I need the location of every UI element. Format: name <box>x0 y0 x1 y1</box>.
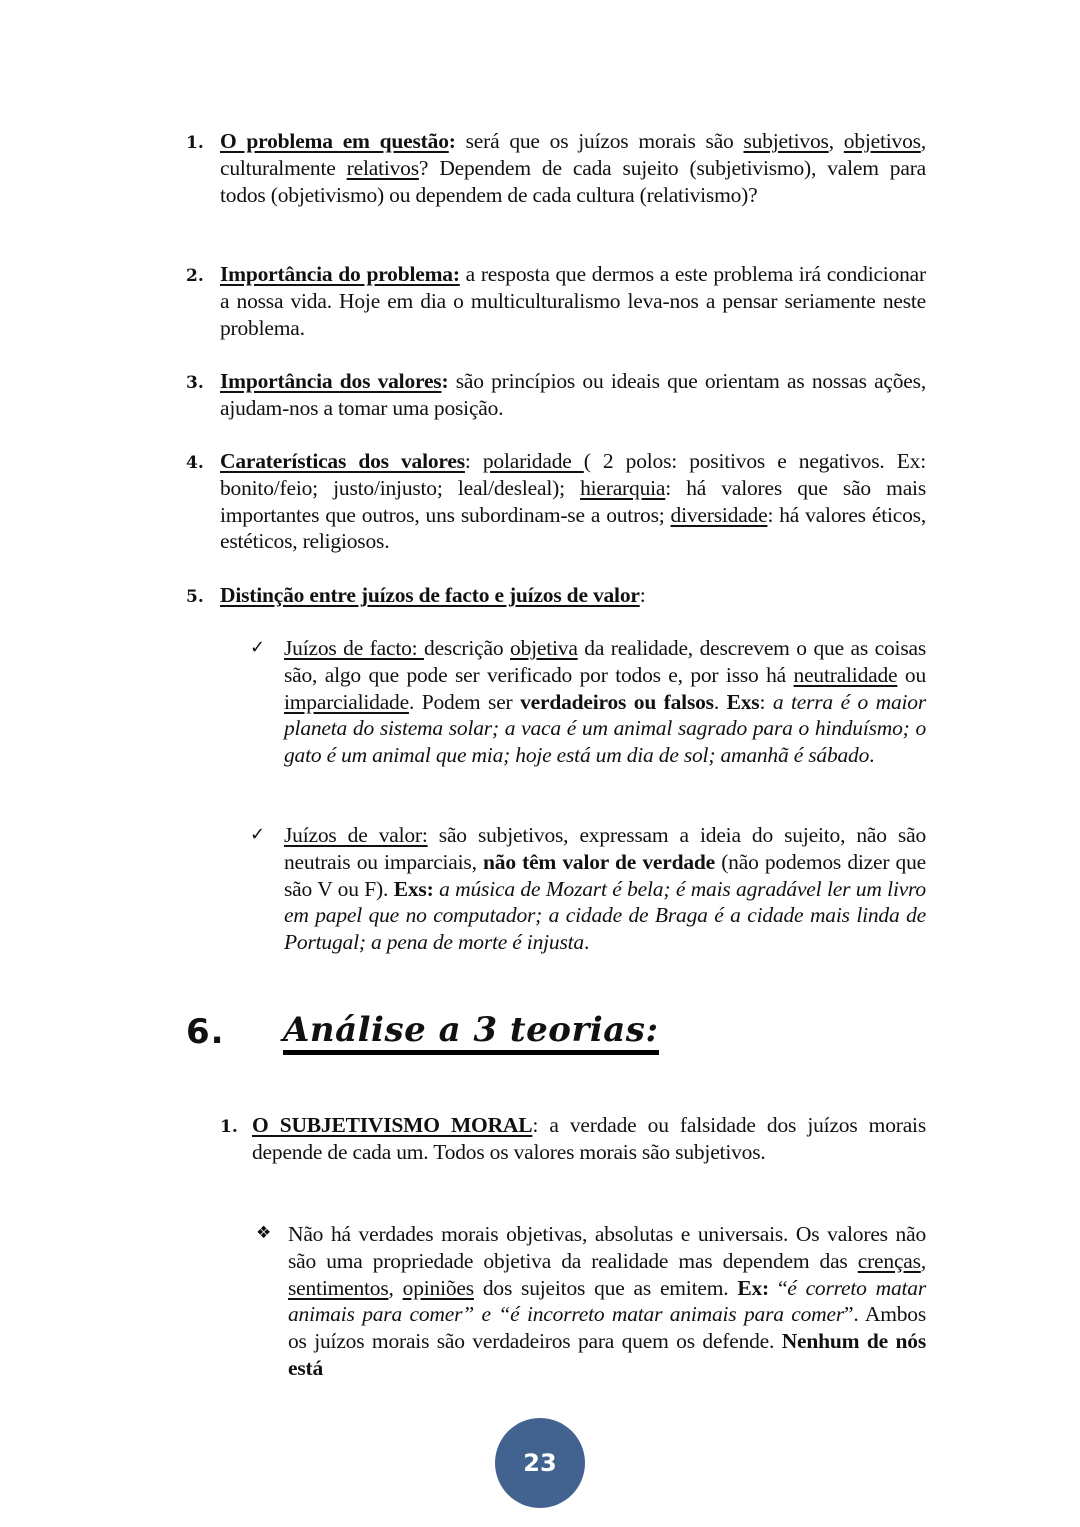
text-run: , <box>388 1275 403 1300</box>
text-run: dos sujeitos que as emitem. <box>473 1275 738 1300</box>
list-number: 1. <box>186 133 204 153</box>
text-run: imparcialidade <box>284 689 409 714</box>
text-run: ? Dependem de cada sujeito (subjetivismo), valem para todos (objetivismo) ou dependem de cada cultura (relativismo)? <box>220 155 926 207</box>
text-run: Ex: <box>737 1275 769 1300</box>
text-run: : há valores que são mais importantes que outros, uns subordinam-se a outros; <box>220 475 926 527</box>
text-run: ”. Ambos os juízos morais são verdadeiros para quem os defende. <box>288 1302 926 1354</box>
section-number: 6. <box>186 1012 225 1052</box>
diamond-bullet-icon: ❖ <box>256 1223 272 1243</box>
page-number: 23 <box>523 1449 557 1477</box>
text-run: polaridade <box>482 449 584 473</box>
paragraph-values-characteristics <box>220 448 926 555</box>
paragraph-problem <box>220 128 926 208</box>
paragraph-subjectivism-details <box>288 1221 926 1382</box>
text-run: , culturalmente <box>220 129 926 180</box>
text-run: , <box>920 1248 926 1273</box>
list-number: 1. <box>220 1117 238 1137</box>
text-run: Juízos de valor: <box>284 823 428 847</box>
text-run: diversidade <box>670 502 768 527</box>
text-run: Caraterísticas dos valores <box>220 449 465 473</box>
text-run: : <box>759 689 773 714</box>
text-run: são princípios ou ideais que orientam as nossas ações, ajudam-nos a tomar uma posição. <box>220 369 926 420</box>
text-run: relativos <box>346 155 419 180</box>
paragraph-moral-subjectivism <box>252 1112 926 1166</box>
text-run: a terra é o maior planeta do sistema solar; a vaca é um animal sagrado para o hinduísmo; o gato é um animal que mia; hoje está um dia de sol; amanhã é sábado <box>284 689 927 768</box>
page-number-badge <box>495 1418 585 1508</box>
text-run: Distinção entre juízos de facto e juízos de valor <box>220 583 640 607</box>
text-run: descrição <box>424 636 511 660</box>
text-run: : <box>441 369 449 393</box>
text-run: crenças <box>857 1248 921 1273</box>
text-run: objetiva <box>510 636 578 660</box>
paragraph-value-judgments <box>284 822 926 956</box>
text-run: ” e “ <box>462 1302 511 1327</box>
text-run: Não há verdades morais objetivas, absolutas e universais. Os valores não são uma propriedade objetiva da realidade mas dependem das <box>288 1222 926 1273</box>
checkmark-icon: ✓ <box>250 637 266 658</box>
text-run: subjetivos <box>743 129 829 153</box>
text-run: a resposta que dermos a este problema irá condicionar a nossa vida. Hoje em dia o multiculturalismo leva-nos a pensar seriamente neste problema. <box>220 262 926 340</box>
text-run: (não podemos dizer que são V ou F). <box>284 849 926 901</box>
text-run: . <box>869 743 875 768</box>
text-run: . Podem ser <box>408 689 521 714</box>
text-run: Nenhum de nós está <box>288 1329 927 1380</box>
text-run: Exs: <box>393 876 434 901</box>
text-run: ou <box>897 662 926 687</box>
text-run: : a verdade ou falsidade dos juízos morais depende de cada um. Todos os valores morais são subjetivos. <box>252 1113 926 1164</box>
text-run: : <box>639 583 646 607</box>
text-run: verdadeiros ou falsos <box>520 689 714 714</box>
text-run: O problema em questão <box>220 129 449 153</box>
text-run: da realidade, descrevem o que as coisas são, algo que pode ser verificado por todos e, por isso há <box>284 636 926 687</box>
text-run: “ <box>769 1275 788 1300</box>
text-run: : <box>448 129 466 153</box>
text-run: : há valores éticos, estéticos, religiosos. <box>220 502 926 554</box>
text-run: sentimentos <box>288 1275 389 1300</box>
text-run: Exs <box>726 689 760 714</box>
text-run: neutralidade <box>793 662 898 687</box>
text-run: ( 2 polos: positivos e negativos. Ex: bonito/feio; justo/injusto; leal/desleal); <box>220 449 926 500</box>
paragraph-values-importance <box>220 368 926 422</box>
text-run: , <box>828 129 844 153</box>
text-run: é incorreto matar animais para comer <box>510 1302 845 1327</box>
text-run: . <box>713 689 727 714</box>
paragraph-fact-judgments <box>284 635 926 769</box>
text-run: hierarquia <box>580 475 666 500</box>
text-run: opiniões <box>402 1275 474 1300</box>
text-run: a música de Mozart é bela; é mais agradável ler um livro em papel que no computador; a cidade de Braga é a cidade mais linda de Portugal; a pena de morte é injusta <box>284 876 926 955</box>
text-run: não têm valor de verdade <box>483 849 715 874</box>
text-run: O SUBJETIVISMO MORAL <box>252 1113 533 1137</box>
text-run: Importância do problema: <box>220 262 460 286</box>
text-run: é correto matar animais para comer <box>288 1275 926 1327</box>
checkmark-icon: ✓ <box>250 824 266 845</box>
text-run: são subjetivos, expressam a ideia do sujeito, não são neutrais ou imparciais, <box>284 823 926 874</box>
text-run: : <box>464 449 483 473</box>
text-run: Juízos de facto: <box>284 636 425 660</box>
text-run: . <box>583 930 590 955</box>
text-run: Importância dos valores <box>220 369 442 393</box>
paragraph-problem-importance <box>220 261 926 341</box>
list-number: 5. <box>186 587 204 607</box>
text-run: objetivos <box>843 129 921 153</box>
paragraph-distinction-heading <box>220 582 926 609</box>
list-number: 4. <box>186 453 204 473</box>
text-run: será que os juízos morais são <box>465 129 744 153</box>
list-number: 2. <box>186 266 204 286</box>
list-number: 3. <box>186 373 204 393</box>
section-title: Análise a 3 teorias: <box>283 1010 659 1055</box>
